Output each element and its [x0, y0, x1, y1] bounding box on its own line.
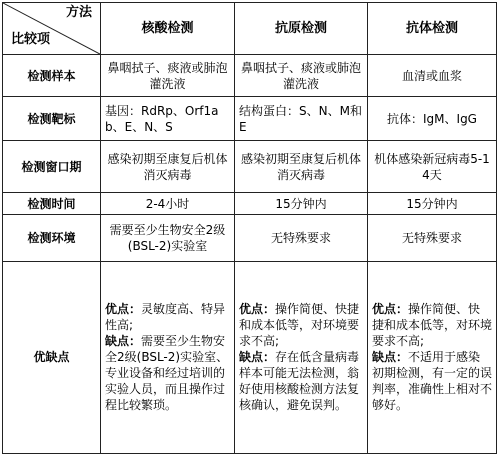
corner-label-method: 方法: [65, 5, 92, 20]
cell-time-nucleic: 2-4小时: [101, 193, 235, 215]
row-time: [3, 193, 497, 215]
cons-nucleic: [105, 333, 230, 413]
row-label-window: 检测窗口期: [3, 141, 101, 193]
row-target: [3, 97, 497, 141]
cons-label: 缺点：: [105, 334, 142, 349]
row-label-pros-cons: 优缺点: [3, 261, 101, 453]
row-sample: [3, 55, 497, 97]
cell-time-antibody: 15分钟内: [368, 193, 497, 215]
cons-label: 缺点：: [239, 350, 276, 365]
cell-time-antigen: 15分钟内: [235, 193, 368, 215]
row-label-time: 检测时间: [3, 193, 101, 215]
pros-label: 优点：: [105, 302, 142, 317]
row-environment: [3, 215, 497, 261]
cons-text: 需要至少生物安全2级(BSL-2)实验室、专业设备和经过培训的实验人员，而且操作过程比较繁琐。: [105, 334, 229, 413]
cell-proscons-antibody: [368, 261, 497, 453]
cell-proscons-nucleic: [101, 261, 235, 453]
cell-window-nucleic: 感染初期至康复后机体消灭病毒: [101, 141, 235, 193]
cell-target-antibody: 抗体：IgM、IgG: [368, 97, 497, 141]
pros-text: 灵敏度高、特异性高;: [105, 302, 226, 333]
row-pros-cons: [3, 261, 497, 453]
row-window: [3, 141, 497, 193]
cons-antigen: [239, 349, 363, 413]
cell-sample-nucleic: 鼻咽拭子、痰液或肺泡灌洗液: [101, 55, 235, 97]
corner-cell: [3, 3, 101, 55]
header-antibody: 抗体检测: [368, 3, 497, 55]
row-label-environment: 检测环境: [3, 215, 101, 261]
cell-env-nucleic: 需要至少生物安全2级(BSL-2)实验室: [101, 215, 235, 261]
cell-target-nucleic: 基因：RdRp、Orf1ab、E、N、S: [101, 97, 235, 141]
cons-antibody: [372, 349, 492, 413]
row-label-target: 检测靶标: [3, 97, 101, 141]
header-antigen: 抗原检测: [235, 3, 368, 55]
pros-antigen: [239, 301, 363, 349]
cell-sample-antigen: 鼻咽拭子、痰液或肺泡灌洗液: [235, 55, 368, 97]
cons-text: 存在低含量病毒样本可能无法检测，翁好使用核酸检测方法复核确认，避免误判。: [239, 350, 360, 413]
cell-sample-antibody: 血清或血浆: [368, 55, 497, 97]
comparison-table: [2, 2, 497, 454]
corner-label-item: 比较项: [11, 32, 51, 48]
pros-text: 操作简便、快捷和成本低等，对环境要求不高;: [239, 302, 360, 349]
pros-label: 优点：: [239, 302, 276, 317]
pros-label: 优点：: [372, 302, 409, 317]
cell-window-antigen: 感染初期至康复后机体消灭病毒: [235, 141, 368, 193]
pros-text: 操作简便、快捷和成本低等，对环境要求不高;: [372, 302, 493, 349]
cell-proscons-antigen: [235, 261, 368, 453]
row-label-sample: 检测样本: [3, 55, 101, 97]
pros-nucleic: [105, 301, 230, 333]
cell-env-antibody: 无特殊要求: [368, 215, 497, 261]
header-nucleic-acid: 核酸检测: [101, 3, 235, 55]
cons-label: 缺点：: [372, 350, 409, 365]
cell-target-antigen: 结构蛋白：S、N、M和E: [235, 97, 368, 141]
pros-antibody: [372, 301, 492, 349]
cell-window-antibody: 机体感染新冠病毒5-14天: [368, 141, 497, 193]
header-row: [3, 3, 497, 55]
cons-text: 不适用于感染初期检测，有一定的误判率，准确性上相对不够好。: [372, 350, 493, 413]
cell-env-antigen: 无特殊要求: [235, 215, 368, 261]
